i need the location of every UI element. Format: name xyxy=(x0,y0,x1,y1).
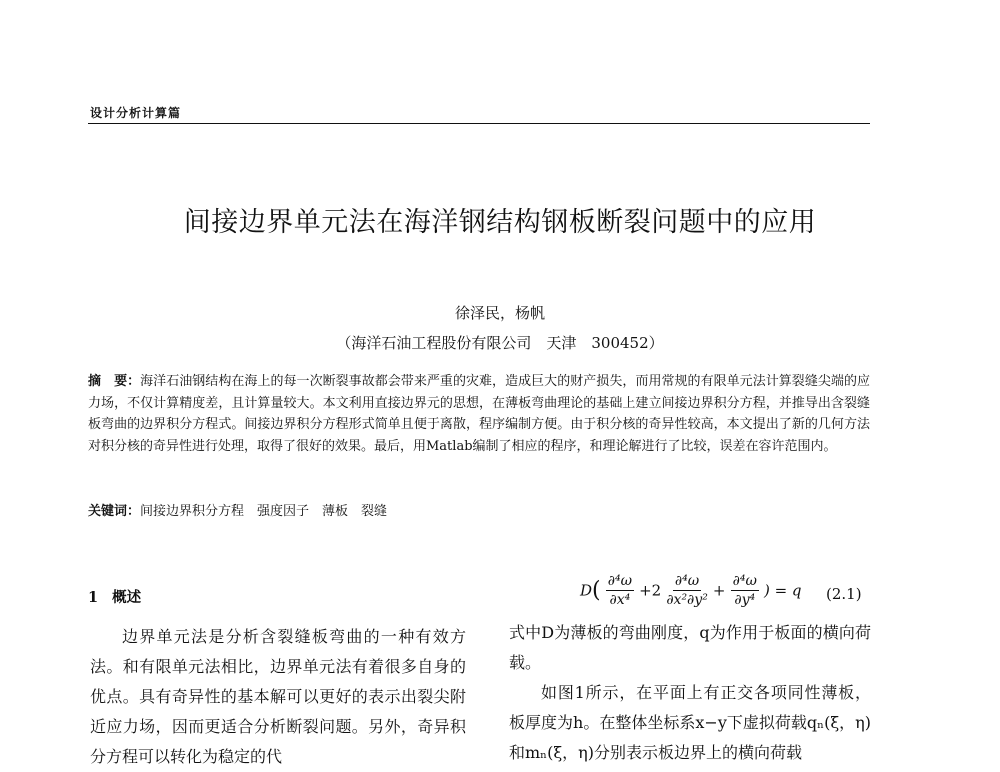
equation-term-3-numerator: ∂⁴ω xyxy=(732,573,757,589)
equation-term-1 xyxy=(606,572,634,609)
running-header: 设计分析计算篇 xyxy=(90,106,182,120)
section-heading xyxy=(88,586,155,607)
header-rule xyxy=(88,123,870,124)
equation-coefficient: D xyxy=(580,581,593,600)
paragraph: 如图1所示，在平面上有正交各项同性薄板，板厚度为h。在整体坐标系x−y下虚拟荷载qₙ(ξ，η)和mₙ(ξ，η)分别表示板边界上的横向荷载 xyxy=(509,683,871,762)
authors: 徐泽民，杨帆 xyxy=(454,304,545,322)
equation-term-1-numerator: ∂⁴ω xyxy=(607,573,632,589)
equation-term-3-denominator: ∂y⁴ xyxy=(734,592,756,608)
abstract xyxy=(88,371,870,457)
section-number: 1 xyxy=(88,589,99,606)
section-title: 概述 xyxy=(112,589,142,606)
abstract-text: 海洋石油钢结构在海上的每一次断裂事故都会带来严重的灾难，造成巨大的财产损失，而用常规的有限单元法计算裂缝尖端的应力场，不仅计算精度差，且计算量较大。本文利用直接边界元的思想，在薄板弯曲理论的基础上建立间接边界积分方程，并推导出含裂缝板弯曲的边界积分方程式。间接边界积分方程形式简单且便于离散，程序编制方便。由于积分核的奇异性较高，本文提出了新的几何方法对积分核的奇异性进行处理，取得了很好的效果。最后，用Matlab编制了相应的程序，和理论解进行了比较，误差在容许范围内。 xyxy=(88,374,870,454)
equation-rhs: ) = q xyxy=(763,581,802,600)
paragraph: 式中D为薄板的弯曲刚度，q为作用于板面的横向荷载。 xyxy=(509,623,871,672)
equation-operator: +2 xyxy=(639,581,662,600)
paper-title: 间接边界单元法在海洋钢结构钢板断裂问题中的应用 xyxy=(183,207,817,238)
left-column xyxy=(90,622,466,772)
keywords-text: 间接边界积分方程 强度因子 薄板 裂缝 xyxy=(140,504,388,519)
equation-term-2-denominator: ∂x²∂y² xyxy=(666,592,708,608)
equation-term-2 xyxy=(666,572,708,609)
right-column xyxy=(509,618,871,768)
equation-term-2-numerator: ∂⁴ω xyxy=(674,573,700,589)
equation-term-1-denominator: ∂x⁴ xyxy=(609,592,631,608)
keywords xyxy=(88,500,870,519)
keywords-label: 关键词： xyxy=(88,504,141,519)
affiliation: （海洋石油工程股份有限公司 天津 300452） xyxy=(336,334,664,352)
equation-term-3 xyxy=(731,572,759,609)
abstract-label: 摘 要： xyxy=(88,374,141,389)
paragraph: 边界单元法是分析含裂缝板弯曲的一种有效方法。和有限单元法相比，边界单元法有着很多自身的优点。具有奇异性的基本解可以更好的表示出裂尖附近应力场，因而更适合分析断裂问题。另外，奇异积分方程可以转化为稳定的代 xyxy=(90,627,466,766)
equation-2-1: D( $\frac{\text{∂⁴ω}}{\text{∂x⁴}}$ +2 $\frac{\text{∂⁴ω}}{\text{∂x²∂y²}}$ + $\frac{\text{∂⁴ω}}{\text{∂y⁴}}$ ) = q xyxy=(580,573,802,608)
equation-operator: + xyxy=(712,581,726,600)
equation-number: (2.1) xyxy=(826,585,862,603)
